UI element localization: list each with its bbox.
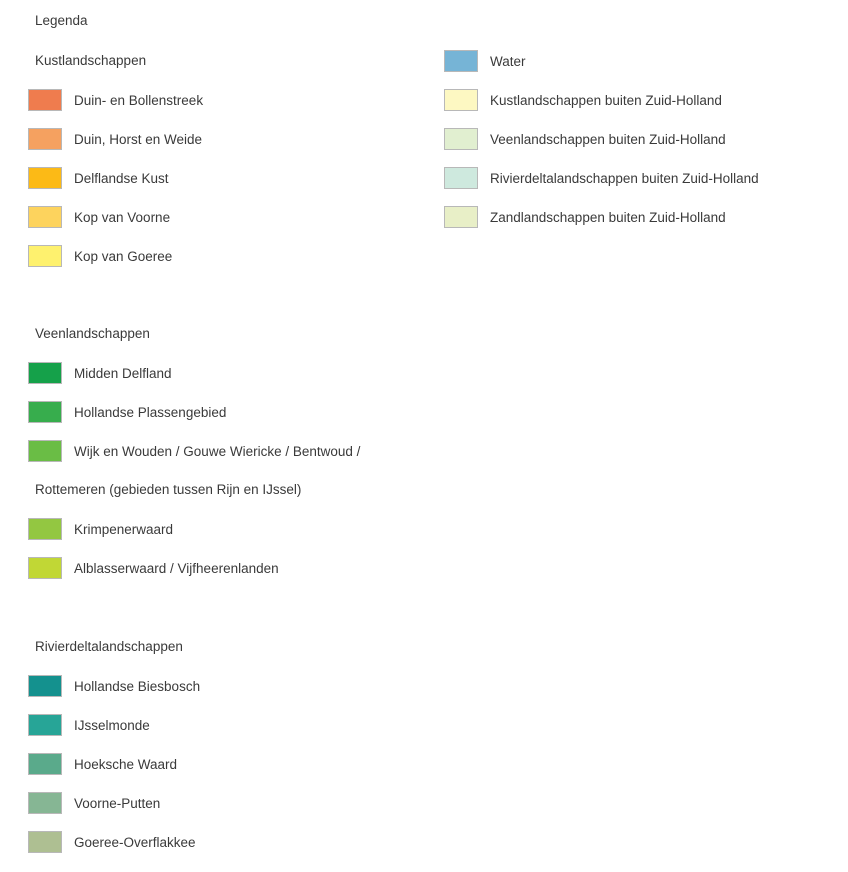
color-swatch [444, 206, 478, 228]
color-swatch [28, 206, 62, 228]
heading-veenlandschappen: Veenlandschappen [35, 326, 150, 341]
legend-item-delflandse-kust [28, 167, 169, 189]
legend-item-kop-van-voorne [28, 206, 170, 228]
legend-label: Alblasserwaard / Vijfheerenlanden [74, 560, 279, 576]
legend-item-wijk-en-wouden [28, 440, 360, 462]
legend-label: Kustlandschappen buiten Zuid-Holland [490, 92, 722, 108]
color-swatch [28, 753, 62, 775]
legend-item-alblasserwaard [28, 557, 279, 579]
color-swatch [444, 128, 478, 150]
color-swatch [28, 362, 62, 384]
color-swatch [28, 401, 62, 423]
legend-item-rivierdelta-buiten-zh [444, 167, 759, 189]
legend-item-goeree-overflakkee [28, 831, 196, 853]
color-swatch [28, 557, 62, 579]
legend-label: Duin- en Bollenstreek [74, 92, 204, 108]
color-swatch [444, 167, 478, 189]
heading-rivierdeltalandschappen: Rivierdeltalandschappen [35, 639, 183, 654]
color-swatch [28, 792, 62, 814]
legend-label: Kop van Voorne [74, 209, 171, 225]
legend-item-voorne-putten [28, 792, 160, 814]
legend-label: Krimpenerwaard [74, 521, 174, 537]
legend-item-duin-horst-en-weide [28, 128, 202, 150]
color-swatch [28, 128, 62, 150]
color-swatch [444, 50, 478, 72]
legend-label: IJsselmonde [74, 717, 150, 733]
legend-item-hollandse-plassengebied [28, 401, 226, 423]
color-swatch [28, 89, 62, 111]
legend-title: Legenda [35, 13, 88, 28]
color-swatch [28, 518, 62, 540]
legend-item-hoeksche-waard [28, 753, 177, 775]
legend-item-midden-delfland [28, 362, 172, 384]
legend-item-hollandse-biesbosch [28, 675, 200, 697]
legend-label: Veenlandschappen buiten Zuid-Holland [490, 131, 726, 147]
color-swatch [28, 831, 62, 853]
color-swatch [28, 245, 62, 267]
legend-label: Rivierdeltalandschappen buiten Zuid-Holland [490, 170, 759, 186]
legend-item-krimpenerwaard [28, 518, 173, 540]
legend-label: Hollandse Plassengebied [74, 404, 227, 420]
legend-label: Hollandse Biesbosch [74, 678, 201, 694]
legend-item-kop-van-goeree [28, 245, 172, 267]
color-swatch [28, 714, 62, 736]
color-swatch [28, 440, 62, 462]
legend-label: Delflandse Kust [74, 170, 169, 186]
legend-item-duin-en-bollenstreek [28, 89, 203, 111]
color-swatch [28, 167, 62, 189]
legend-item-kust-buiten-zh [444, 89, 722, 111]
legend-label: Kop van Goeree [74, 248, 173, 264]
legend-label: Midden Delfland [74, 365, 172, 381]
legend-label-continuation: Rottemeren (gebieden tussen Rijn en IJssel) [35, 482, 302, 497]
legend-item-veen-buiten-zh [444, 128, 726, 150]
legend-item-water [444, 50, 526, 72]
legend-item-ijsselmonde [28, 714, 150, 736]
heading-kustlandschappen: Kustlandschappen [35, 53, 147, 68]
legend-label: Hoeksche Waard [74, 756, 178, 772]
legend-label: Voorne-Putten [74, 795, 161, 811]
legend-item-zand-buiten-zh [444, 206, 726, 228]
color-swatch [444, 89, 478, 111]
legend-label: Goeree-Overflakkee [74, 834, 196, 850]
color-swatch [28, 675, 62, 697]
legend-label: Wijk en Wouden / Gouwe Wiericke / Bentwoud / [74, 443, 361, 459]
legend-label: Duin, Horst en Weide [74, 131, 203, 147]
legend-label: Zandlandschappen buiten Zuid-Holland [490, 209, 726, 225]
legend-label: Water [490, 53, 526, 69]
